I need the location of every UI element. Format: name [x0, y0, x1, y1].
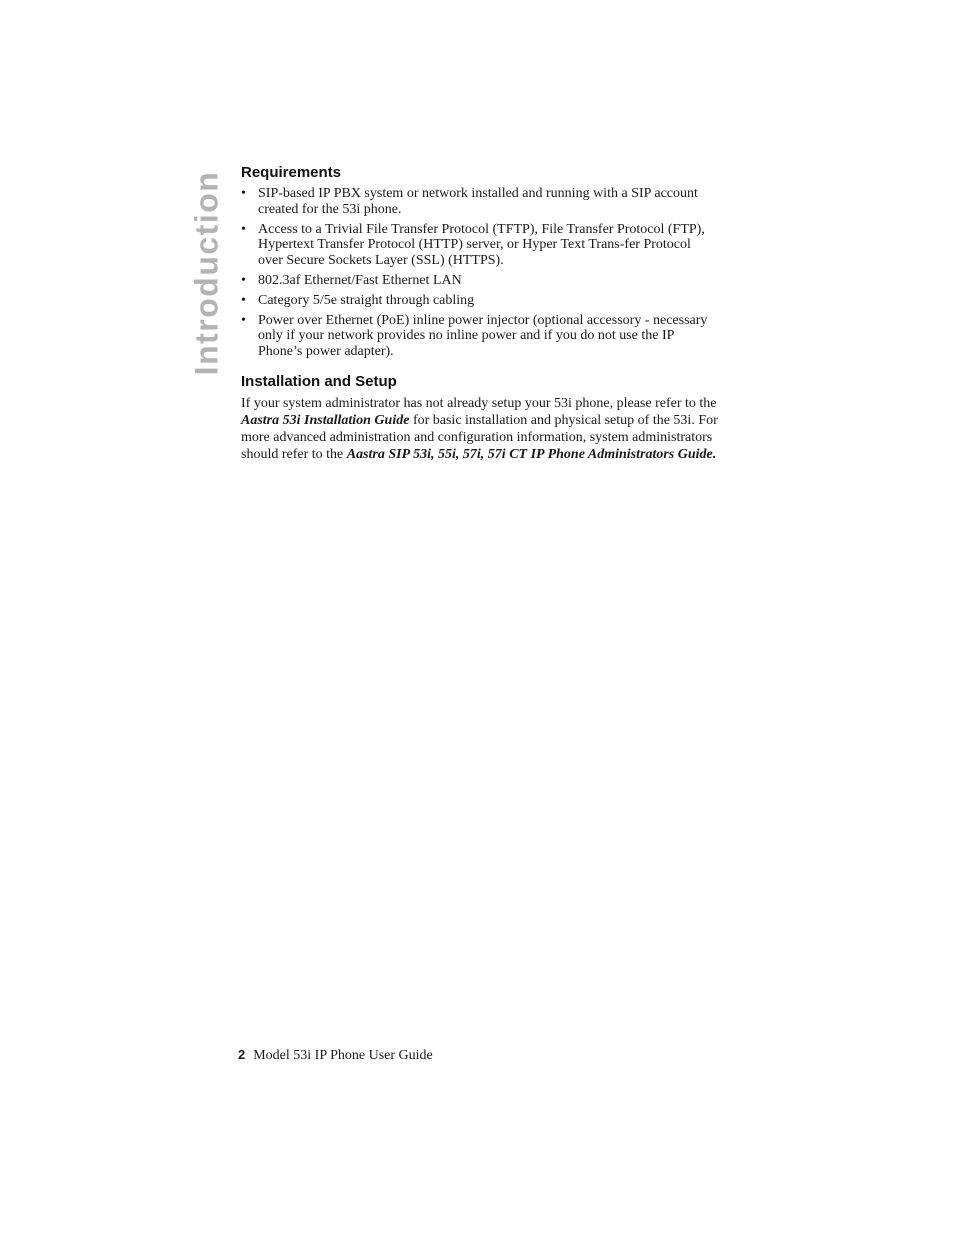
list-item: • Category 5/5e straight through cabling: [241, 292, 475, 308]
requirements-list: [241, 186, 719, 359]
page-footer: [238, 1046, 433, 1065]
list-item: • Power over Ethernet (PoE) inline power injector (optional accessory - necessary only if your network provides no inline power and if you do not use the IP Phone’s power adapter).: [241, 312, 708, 359]
footer-title: Model 53i IP Phone User Guide: [253, 1048, 433, 1063]
list-item: • Access to a Trivial File Transfer Protocol (TFTP), File Transfer Protocol (FTP), Hypertext Transfer Protocol (HTTP) server, or Hyper Text Trans-fer Protocol over Secure Sockets Layer (SSL) (HTTPS).: [241, 221, 705, 268]
side-tab-label: Introduction: [188, 170, 225, 376]
bullet-icon: •: [241, 186, 246, 201]
list-item: • 802.3af Ethernet/Fast Ethernet LAN: [241, 272, 462, 288]
section-side-tab: [190, 166, 224, 380]
installation-heading: Installation and Setup: [241, 373, 397, 390]
administrators-guide-title: Aastra SIP 53i, 55i, 57i, 57i CT IP Phone Administrators Guide: [346, 447, 713, 462]
bullet-icon: •: [241, 221, 246, 237]
requirements-section: [241, 163, 719, 359]
bullet-icon: •: [241, 312, 246, 328]
main-content: [241, 163, 719, 463]
bullet-icon: •: [241, 272, 246, 288]
installation-guide-title: Aastra 53i Installation Guide: [241, 413, 410, 428]
installation-paragraph: If your system administrator has not already setup your 53i phone, please refer to the Aastra 53i Installation Guide for basic installation and physical setup of the 53i. For more advanced administration and configuration information, system administrators should refer to the Aastra SIP 53i, 55i, 57i, 57i CT IP Phone Administrators Guide.: [241, 396, 718, 462]
installation-section: [241, 372, 719, 463]
list-item: • SIP-based IP PBX system or network installed and running with a SIP account created for the 53i phone.: [241, 186, 698, 217]
page-number: 2: [238, 1047, 246, 1062]
requirements-heading: Requirements: [241, 164, 342, 181]
bullet-icon: •: [241, 292, 246, 308]
